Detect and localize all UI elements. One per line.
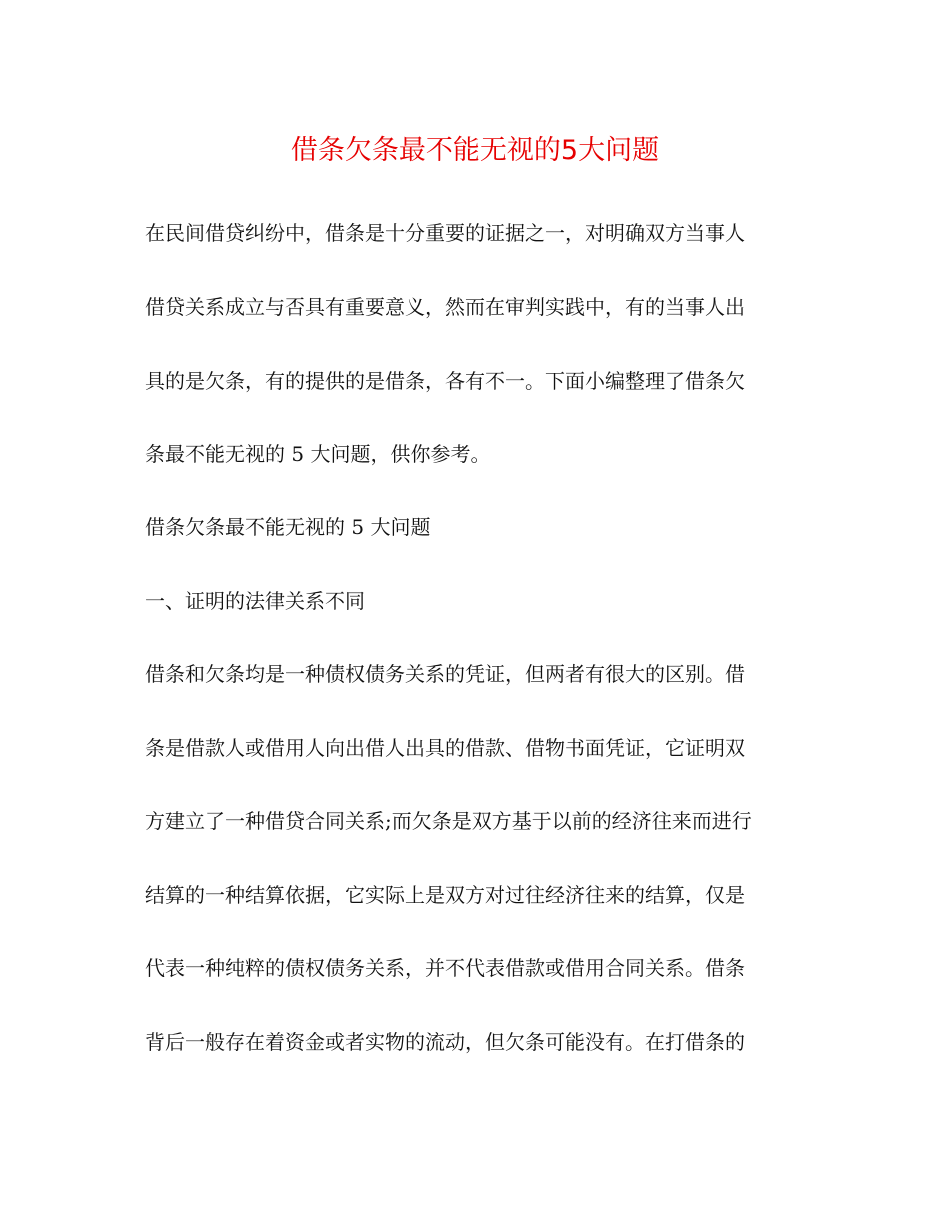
document-title: 借条欠条最不能无视的5大问题 xyxy=(290,135,660,166)
text-line: 条是借款人或借用人向出借人出具的借款、借物书面凭证，它证明双 xyxy=(145,736,745,760)
text-line: 代表一种纯粹的债权债务关系，并不代表借款或借用合同关系。借条 xyxy=(145,956,745,980)
text-line: 借贷关系成立与否具有重要意义，然而在审判实践中，有的当事人出 xyxy=(145,295,745,319)
text-line: 结算的一种结算依据，它实际上是双方对过往经济往来的结算，仅是 xyxy=(145,883,745,907)
text-line: 具的是欠条，有的提供的是借条，各有不一。下面小编整理了借条欠 xyxy=(145,369,745,393)
text-line: 借条和欠条均是一种债权债务关系的凭证，但两者有很大的区别。借 xyxy=(145,662,745,686)
section-heading: 一、证明的法律关系不同 xyxy=(145,589,365,613)
text-line: 方建立了一种借贷合同关系;而欠条是双方基于以前的经济往来而进行 xyxy=(145,809,752,833)
text-line: 条最不能无视的 5 大问题，供你参考。 xyxy=(145,442,491,466)
text-line: 在民间借贷纠纷中，借条是十分重要的证据之一，对明确双方当事人 xyxy=(145,221,745,245)
text-line: 背后一般存在着资金或者实物的流动，但欠条可能没有。在打借条的 xyxy=(145,1030,745,1054)
section-heading: 借条欠条最不能无视的 5 大问题 xyxy=(145,515,431,539)
